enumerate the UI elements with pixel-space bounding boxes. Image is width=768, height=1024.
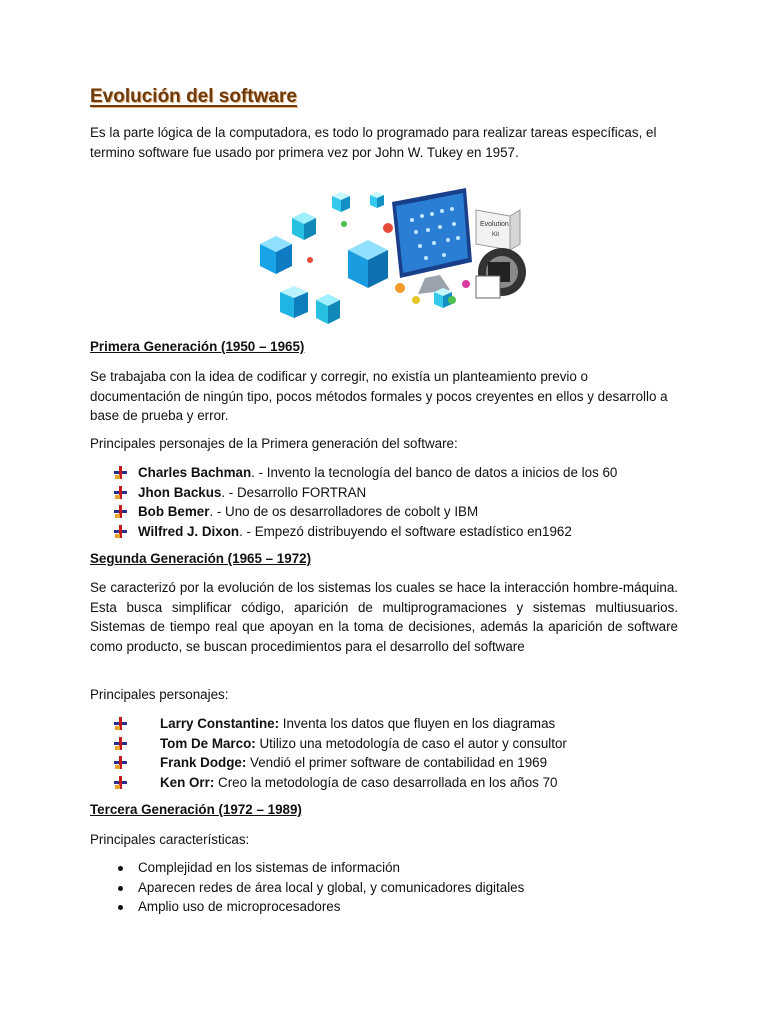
person-name: Bob Bemer (138, 504, 210, 519)
list-item (138, 502, 617, 522)
list-item: Complejidad en los sistemas de información (138, 858, 524, 878)
gen1-people-list (138, 463, 617, 541)
page-title: Evolución del software (90, 86, 297, 107)
bullet-icon (114, 776, 127, 789)
bullet-icon (114, 505, 127, 518)
person-name: Ken Orr: (160, 774, 215, 790)
list-item: Aparecen redes de área local y global, y comunicadores digitales (138, 878, 524, 898)
gen1-people-intro: Principales personajes de la Primera generación del software: (90, 436, 458, 451)
person-desc: . - Uno de os desarrolladores de cobolt y IBM (209, 504, 479, 519)
list-item (160, 734, 567, 754)
person-desc: . - Desarrollo FORTRAN (221, 484, 367, 500)
intro-paragraph: Es la parte lógica de la computadora, es todo lo programado para realizar tareas específicas, el termino software fue usado por primera vez por John W. Tukey en 1957. (90, 125, 657, 160)
gen3-features-intro: Principales características: (90, 832, 250, 847)
person-desc: . - Empezó distribuyendo el software estadístico en1962 (239, 523, 572, 539)
gen2-people-intro: Principales personajes: (90, 687, 229, 702)
list-item (138, 463, 617, 483)
bullet-icon (114, 466, 127, 479)
evolution-kit-box-icon (476, 210, 520, 250)
camera-device-icon (476, 248, 526, 298)
bullet-dot-icon (118, 866, 123, 871)
list-item (160, 714, 567, 734)
gen1-heading: Primera Generación (1950 – 1965) (90, 339, 305, 354)
person-name: Jhon Backus (138, 484, 222, 500)
gen2-heading: Segunda Generación (1965 – 1972) (90, 551, 312, 566)
list-item: Amplio uso de microprocesadores (138, 897, 524, 917)
person-name: Charles Bachman (138, 465, 252, 480)
bullet-icon (114, 717, 127, 730)
person-name: Wilfred J. Dixon (138, 523, 240, 539)
bullet-icon (114, 737, 127, 750)
gen2-people-list (160, 714, 567, 792)
kit-label-1: Evolution (480, 221, 509, 228)
monitor-icon (392, 188, 472, 294)
person-name: Frank Dodge: (160, 755, 247, 770)
bullet-icon (114, 486, 127, 499)
list-item (138, 483, 617, 503)
bullet-icon (114, 525, 127, 538)
gen2-body: Se caracterizó por la evolución de los sistemas los cuales se hace la interacción hombre-máquina. Esta busca simplificar código, aparición de multiprogramaciones y sistemas multiusuarios. Sistemas de tiempo real que apoyan en la toma de decisiones, además la aparición de software como producto, se buscan procedimientos para el desarrollo del software (90, 580, 678, 654)
list-item (160, 773, 567, 793)
kit-label-2: Kit (492, 232, 500, 238)
bullet-dot-icon (118, 905, 123, 910)
gen3-heading: Tercera Generación (1972 – 1989) (90, 802, 302, 817)
gen3-features-list (138, 858, 524, 917)
person-desc: Utilizo una metodología de caso el autor y consultor (255, 735, 567, 751)
software-evolution-illustration (240, 180, 532, 330)
person-desc: Inventa los datos que fluyen en los diagramas (279, 716, 556, 731)
person-desc: Vendió el primer software de contabilidad en 1969 (246, 755, 548, 770)
bullet-icon (114, 756, 127, 769)
list-item (160, 753, 567, 773)
bullet-dot-icon (118, 886, 123, 891)
list-item (138, 522, 617, 542)
person-name: Tom De Marco: (160, 735, 256, 751)
person-desc: Creo la metodología de caso desarrollada en los años 70 (214, 774, 558, 790)
gen1-body: Se trabajaba con la idea de codificar y corregir, no existía un planteamiento previo o documentación de ningún tipo, pocos métodos formales y pocos creyentes en ellos y desarrollo a base de prueba y error. (90, 369, 668, 423)
person-desc: . - Invento la tecnología del banco de datos a inicios de los 60 (251, 465, 618, 480)
person-name: Larry Constantine: (160, 716, 280, 731)
